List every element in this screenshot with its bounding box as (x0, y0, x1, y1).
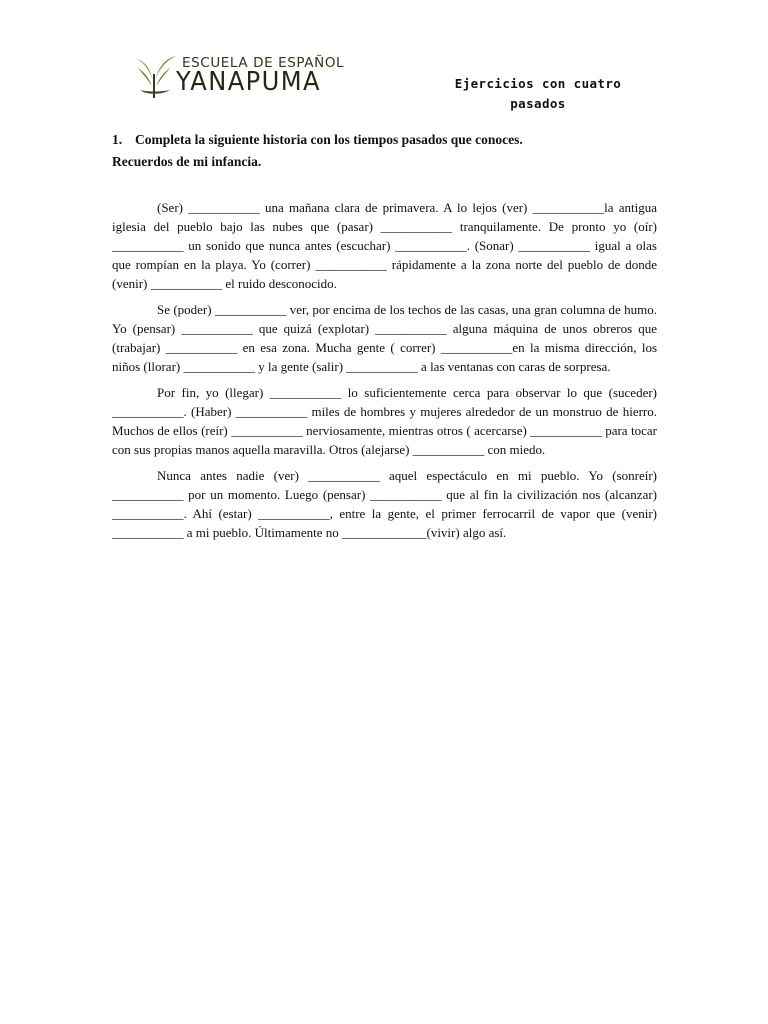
exercise-instruction-text: Completa la siguiente historia con los tiempos pasados que conoces. (135, 132, 523, 147)
document-title-line-2: pasados (510, 96, 566, 111)
story-paragraph: Nunca antes nadie (ver) ___________ aquel espectáculo en mi pueblo. Yo (sonreír) ___________ por un momento. Luego (pensar) ___________ que al fin la civilización nos (alcanzar) ___________. Ahí (estar) ___________, entre la gente, el primer ferrocarril de vapor que (venir) ___________ a mi pueblo. Últimamente no _____________(vivir) algo así. (112, 468, 657, 540)
exercise-instruction (112, 128, 657, 152)
document-title-line-1: Ejercicios con cuatro (454, 76, 622, 91)
yanapuma-leaf-logo-icon (132, 52, 178, 100)
document-title (440, 74, 636, 114)
story-paragraph: Por fin, yo (llegar) ___________ lo suficientemente cerca para observar lo que (suceder) ___________. (Haber) ___________ miles de hombres y mujeres alrededor de un monstruo de hierro. Muchos de ellos (reír) ___________ nerviosamente, mientras otros ( acercarse) ___________ para tocar con sus propias manos aquella maravilla. Otros (alejarse) ___________ con miedo. (112, 385, 657, 457)
story-paragraph: (Ser) ___________ una mañana clara de primavera. A lo lejos (ver) ___________la antigua iglesia del pueblo bajo las nubes que (pasar) ___________ tranquilamente. De pronto yo (oír) ___________ un sonido que nunca antes (escuchar) ___________. (Sonar) ___________ igual a olas que rompían en la playa. Yo (correr) ___________ rápidamente a la zona norte del pueblo de donde (venir) ___________ el ruido desconocido. (112, 200, 657, 291)
logo-school-label: ESCUELA DE ESPAÑOL (182, 55, 345, 71)
logo-school-name: YANAPUMA (176, 67, 321, 97)
story-body (112, 198, 657, 549)
story-paragraph: Se (poder) ___________ ver, por encima de los techos de las casas, una gran columna de humo. Yo (pensar) ___________ que quizá (explotar) ___________ alguna máquina de unos obreros que (trabajar) ___________ en esa zona. Mucha gente ( correr) ___________en la misma dirección, los niños (llorar) ___________ y la gente (salir) ___________ a las ventanas con caras de sorpresa. (112, 302, 657, 374)
story-title: Recuerdos de mi infancia. (112, 154, 262, 169)
exercise-number: 1. (112, 132, 123, 147)
school-logo (132, 52, 362, 102)
